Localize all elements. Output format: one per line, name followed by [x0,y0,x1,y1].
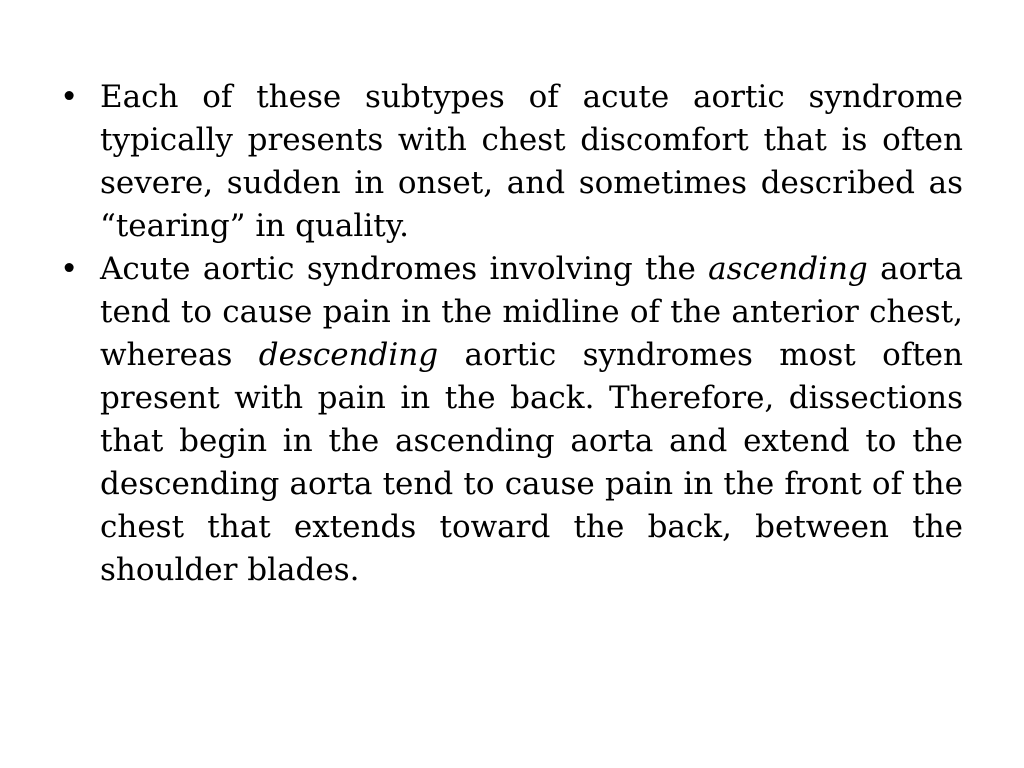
bullet-text: Each of these subtypes of acute aortic syndrome typically presents with chest discomfort that is often severe, sudden in onset, and sometimes described as “tearing” in quality. [100,79,963,244]
bullet-text-part-1: Acute aortic syndromes involving the [100,251,709,287]
bullet-marker: • [60,79,79,115]
bullet-emphasis-descending: descending [258,337,439,373]
bullet-item-1 [60,76,963,248]
bullet-marker: • [60,251,79,287]
bullet-emphasis-ascending: ascending [708,251,868,287]
bullet-list [60,76,963,592]
bullet-text-part-2: aorta tend to cause pain in the midline of the anterior chest, whereas [100,251,963,373]
bullet-text-part-3: aortic syndromes most often present with pain in the back. Therefore, dissections that begin in the ascending aorta and extend to the descending aorta tend to cause pain in the front of the chest that extends toward the back, between the shoulder blades. [100,337,963,588]
bullet-item-2 [60,248,963,592]
